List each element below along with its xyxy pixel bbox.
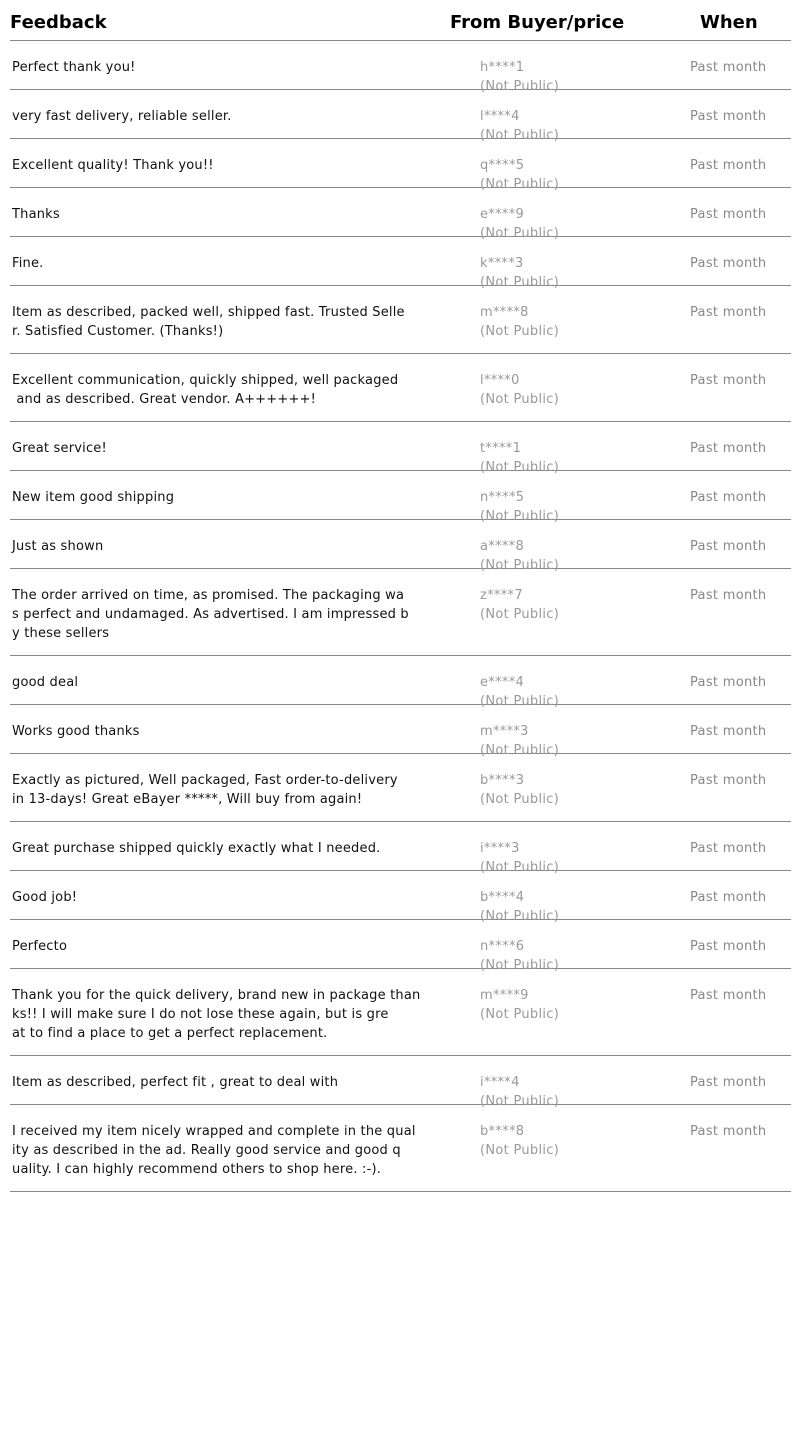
feedback-when: Past month <box>690 939 767 954</box>
buyer-price-visibility: (Not Public) <box>480 792 560 807</box>
feedback-text: Great purchase shipped quickly exactly what I needed. <box>12 841 381 856</box>
buyer-name: k****3 <box>480 256 524 271</box>
feedback-when: Past month <box>690 490 767 505</box>
feedback-text: Just as shown <box>12 539 104 554</box>
table-row <box>10 754 791 822</box>
buyer-price-visibility: (Not Public) <box>480 860 560 875</box>
feedback-when: Past month <box>690 305 767 320</box>
feedback-rows <box>10 41 791 1192</box>
feedback-text: Great service! <box>12 441 107 456</box>
buyer-name: l****4 <box>480 109 520 124</box>
buyer-name: e****9 <box>480 207 525 222</box>
feedback-when: Past month <box>690 988 767 1003</box>
feedback-text: Good job! <box>12 890 78 905</box>
table-row <box>10 705 791 758</box>
feedback-text: Item as described, perfect fit , great to deal with <box>12 1075 339 1090</box>
feedback-when: Past month <box>690 60 767 75</box>
table-row <box>10 41 791 94</box>
buyer-price-visibility: (Not Public) <box>480 607 560 622</box>
buyer-price-visibility: (Not Public) <box>480 177 560 192</box>
table-row <box>10 471 791 524</box>
buyer-info <box>480 303 559 341</box>
feedback-text: The order arrived on time, as promised. The packaging wa s perfect and undamaged. As advertised. I am impressed b y these sellers <box>12 588 409 641</box>
buyer-name: m****3 <box>480 724 529 739</box>
buyer-price-visibility: (Not Public) <box>480 275 560 290</box>
buyer-price-visibility: (Not Public) <box>480 226 560 241</box>
table-row <box>10 822 791 875</box>
table-header <box>10 0 791 41</box>
feedback-text: Perfecto <box>12 939 68 954</box>
buyer-price-visibility: (Not Public) <box>480 128 560 143</box>
buyer-name: i****3 <box>480 841 520 856</box>
feedback-when: Past month <box>690 539 767 554</box>
feedback-text: Excellent communication, quickly shipped, well packaged and as described. Great vendor. A++++++! <box>12 373 399 407</box>
feedback-text: Works good thanks <box>12 724 140 739</box>
buyer-info <box>480 371 559 409</box>
feedback-text: Item as described, packed well, shipped fast. Trusted Selle r. Satisfied Customer. (Thanks!) <box>12 305 405 339</box>
feedback-when: Past month <box>690 256 767 271</box>
buyer-name: i****4 <box>480 1075 520 1090</box>
feedback-text: Exactly as pictured, Well packaged, Fast order-to-delivery in 13-days! Great eBayer *****, Will buy from again! <box>12 773 398 807</box>
table-row <box>10 1056 791 1109</box>
header-from-buyer-price: From Buyer/price <box>450 12 625 33</box>
buyer-name: b****8 <box>480 1124 525 1139</box>
buyer-price-visibility: (Not Public) <box>480 909 560 924</box>
buyer-price-visibility: (Not Public) <box>480 1007 560 1022</box>
feedback-text: I received my item nicely wrapped and complete in the qual ity as described in the ad. Really good service and good q uality. I can highly recommend others to shop here. :-). <box>12 1124 416 1177</box>
buyer-price-visibility: (Not Public) <box>480 958 560 973</box>
table-row <box>10 237 791 290</box>
buyer-name: b****4 <box>480 890 525 905</box>
buyer-name: e****4 <box>480 675 525 690</box>
buyer-price-visibility: (Not Public) <box>480 460 560 475</box>
buyer-price-visibility: (Not Public) <box>480 694 560 709</box>
feedback-when: Past month <box>690 158 767 173</box>
buyer-name: n****6 <box>480 939 525 954</box>
feedback-when: Past month <box>690 1124 767 1139</box>
buyer-name: q****5 <box>480 158 525 173</box>
feedback-text: Fine. <box>12 256 44 271</box>
feedback-when: Past month <box>690 441 767 456</box>
buyer-name: h****1 <box>480 60 525 75</box>
buyer-name: m****8 <box>480 305 529 320</box>
table-row <box>10 569 791 656</box>
feedback-when: Past month <box>690 841 767 856</box>
table-row <box>10 520 791 573</box>
feedback-text: Thanks <box>12 207 60 222</box>
buyer-name: t****1 <box>480 441 522 456</box>
feedback-table <box>10 0 791 1192</box>
feedback-when: Past month <box>690 588 767 603</box>
feedback-when: Past month <box>690 109 767 124</box>
buyer-price-visibility: (Not Public) <box>480 509 560 524</box>
table-row <box>10 920 791 973</box>
buyer-name: z****7 <box>480 588 523 603</box>
buyer-price-visibility: (Not Public) <box>480 1143 560 1158</box>
feedback-text: New item good shipping <box>12 490 175 505</box>
feedback-text: very fast delivery, reliable seller. <box>12 109 232 124</box>
header-feedback: Feedback <box>10 12 107 33</box>
buyer-name: a****8 <box>480 539 525 554</box>
table-row <box>10 354 791 422</box>
table-row <box>10 422 791 475</box>
table-row <box>10 871 791 924</box>
table-row <box>10 969 791 1056</box>
buyer-price-visibility: (Not Public) <box>480 743 560 758</box>
feedback-when: Past month <box>690 675 767 690</box>
buyer-info <box>480 586 559 624</box>
feedback-when: Past month <box>690 773 767 788</box>
table-row <box>10 1105 791 1192</box>
buyer-name: m****9 <box>480 988 529 1003</box>
feedback-when: Past month <box>690 724 767 739</box>
buyer-info <box>480 1122 559 1160</box>
buyer-price-visibility: (Not Public) <box>480 558 560 573</box>
header-when: When <box>700 12 758 33</box>
table-row <box>10 188 791 241</box>
feedback-when: Past month <box>690 1075 767 1090</box>
buyer-price-visibility: (Not Public) <box>480 1094 560 1109</box>
buyer-name: n****5 <box>480 490 525 505</box>
table-row <box>10 286 791 354</box>
buyer-info <box>480 771 559 809</box>
feedback-text: Thank you for the quick delivery, brand new in package than ks!! I will make sure I do not lose these again, but is gre at to find a place to get a perfect replacement. <box>12 988 421 1041</box>
buyer-info <box>480 986 559 1024</box>
feedback-when: Past month <box>690 207 767 222</box>
table-row <box>10 90 791 143</box>
buyer-name: b****3 <box>480 773 525 788</box>
feedback-text: Perfect thank you! <box>12 60 136 75</box>
buyer-name: l****0 <box>480 373 520 388</box>
feedback-text: good deal <box>12 675 79 690</box>
table-row <box>10 139 791 192</box>
buyer-price-visibility: (Not Public) <box>480 392 560 407</box>
table-row <box>10 656 791 709</box>
buyer-price-visibility: (Not Public) <box>480 79 560 94</box>
feedback-when: Past month <box>690 890 767 905</box>
feedback-text: Excellent quality! Thank you!! <box>12 158 214 173</box>
feedback-when: Past month <box>690 373 767 388</box>
buyer-price-visibility: (Not Public) <box>480 324 560 339</box>
